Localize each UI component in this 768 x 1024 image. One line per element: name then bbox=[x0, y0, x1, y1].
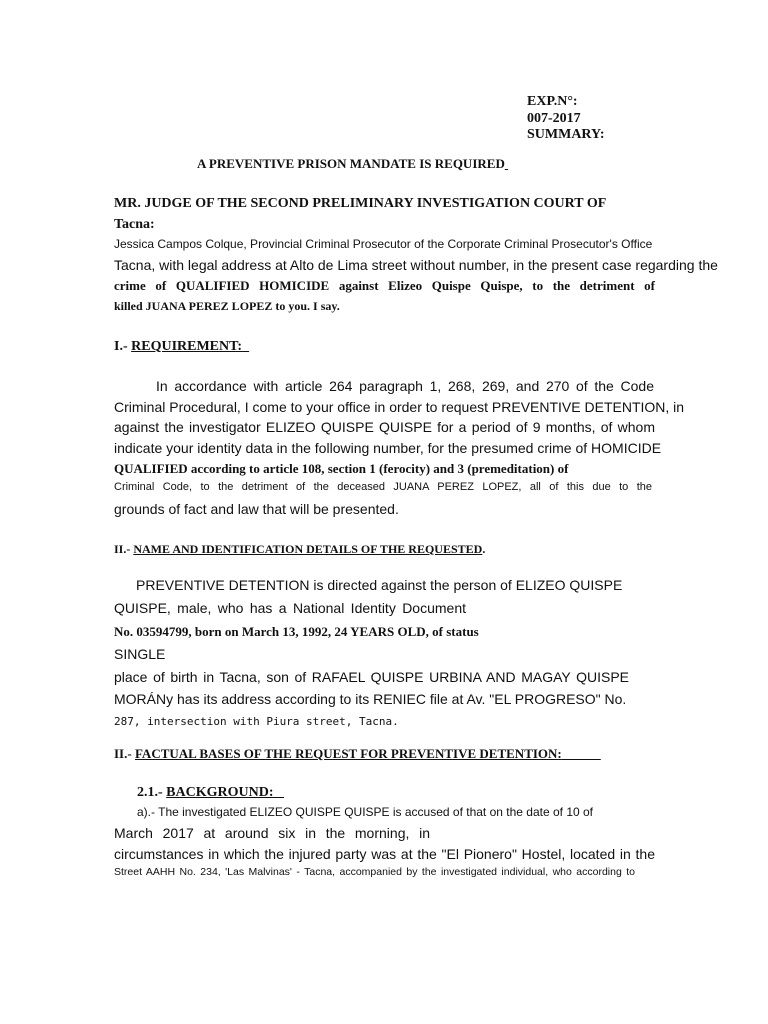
title-underline bbox=[505, 156, 527, 172]
subsection-2-1-title: BACKGROUND: bbox=[166, 785, 274, 800]
section-2-line-2: QUISPE, male, who has a National Identity Document bbox=[114, 600, 466, 616]
exp-label: EXP.N°: bbox=[527, 94, 578, 109]
section-2-line-7: 287, intersection with Piura street, Tacna. bbox=[114, 715, 399, 728]
section-1-line-3: against the investigator ELIZEO QUISPE QUISPE for a period of 9 months, of whom bbox=[114, 419, 655, 435]
section-2-line-5: place of birth in Tacna, son of RAFAEL QUISPE URBINA AND MAGAY QUISPE bbox=[114, 669, 629, 685]
section-1-line-7: grounds of fact and law that will be presented. bbox=[114, 501, 399, 517]
intro-line-3: crime of QUALIFIED HOMICIDE against Elizeo Quispe Quispe, to the detriment of bbox=[114, 278, 655, 293]
intro-line-1: Jessica Campos Colque, Provincial Criminal Prosecutor of the Corporate Criminal Prosecutor's Office bbox=[114, 237, 653, 251]
intro-line-4: killed JUANA PEREZ LOPEZ to you. I say. bbox=[114, 299, 340, 313]
section-3-line-2: March 2017 at around six in the morning, in bbox=[114, 825, 430, 841]
section-2-heading bbox=[114, 542, 485, 557]
addressee-line-2: Tacna: bbox=[114, 217, 155, 232]
subsection-2-1-heading bbox=[137, 785, 284, 801]
section-2-heading-end: . bbox=[482, 542, 486, 556]
section-2-line-4: SINGLE bbox=[114, 646, 166, 662]
section-1-line-5: QUALIFIED according to article 108, section 1 (ferocity) and 3 (premeditation) of bbox=[114, 461, 569, 476]
section-2-number: II.- bbox=[114, 542, 131, 556]
document-title-text: A PREVENTIVE PRISON MANDATE IS REQUIRED bbox=[197, 156, 505, 171]
section-2-title: NAME AND IDENTIFICATION DETAILS OF THE REQUESTED bbox=[133, 542, 483, 556]
section-1-line-6: Criminal Code, to the detriment of the deceased JUANA PEREZ LOPEZ, all of this due to the bbox=[114, 481, 652, 493]
section-2-line-1: PREVENTIVE DETENTION is directed against the person of ELIZEO QUISPE bbox=[136, 577, 623, 593]
section-1-line-2: Criminal Procedural, I come to your office in order to request PREVENTIVE DETENTION, in bbox=[114, 399, 685, 415]
section-1-line-4: indicate your identity data in the following number, for the presumed crime of HOMICIDE bbox=[114, 440, 662, 456]
addressee-line-1: MR. JUDGE OF THE SECOND PRELIMINARY INVESTIGATION COURT OF bbox=[114, 196, 607, 211]
section-1-number: I.- bbox=[114, 339, 128, 354]
exp-number: 007-2017 bbox=[527, 111, 581, 126]
section-3-line-4: Street AAHH No. 234, 'Las Malvinas' - Tacna, accompanied by the investigated individual, who according to bbox=[114, 866, 635, 878]
section-1-title: REQUIREMENT: bbox=[131, 339, 243, 354]
section-3-title: FACTUAL BASES OF THE REQUEST FOR PREVENTIVE DETENTION: bbox=[134, 746, 562, 761]
section-3-line-3: circumstances in which the injured party was at the "El Pionero" Hostel, located in the bbox=[114, 846, 655, 862]
section-3-heading bbox=[114, 746, 601, 762]
summary-label: SUMMARY: bbox=[527, 127, 605, 142]
section-2-line-6: MORÁNy has its address according to its RENIEC file at Av. "EL PROGRESO" No. bbox=[114, 691, 627, 707]
section-3-line-1: a).- The investigated ELIZEO QUISPE QUISPE is accused of that on the date of 10 of bbox=[137, 805, 594, 819]
section-1-line-1: In accordance with article 264 paragraph 1, 268, 269, and 270 of the Code bbox=[156, 378, 654, 394]
document-title bbox=[197, 156, 527, 172]
intro-line-2: Tacna, with legal address at Alto de Lima street without number, in the present case regarding the bbox=[114, 257, 718, 273]
section-2-line-3: No. 03594799, born on March 13, 1992, 24 YEARS OLD, of status bbox=[114, 624, 479, 639]
section-1-heading bbox=[114, 339, 249, 355]
subsection-2-1-number: 2.1.- bbox=[137, 785, 163, 800]
section-3-number: II.- bbox=[114, 746, 132, 761]
